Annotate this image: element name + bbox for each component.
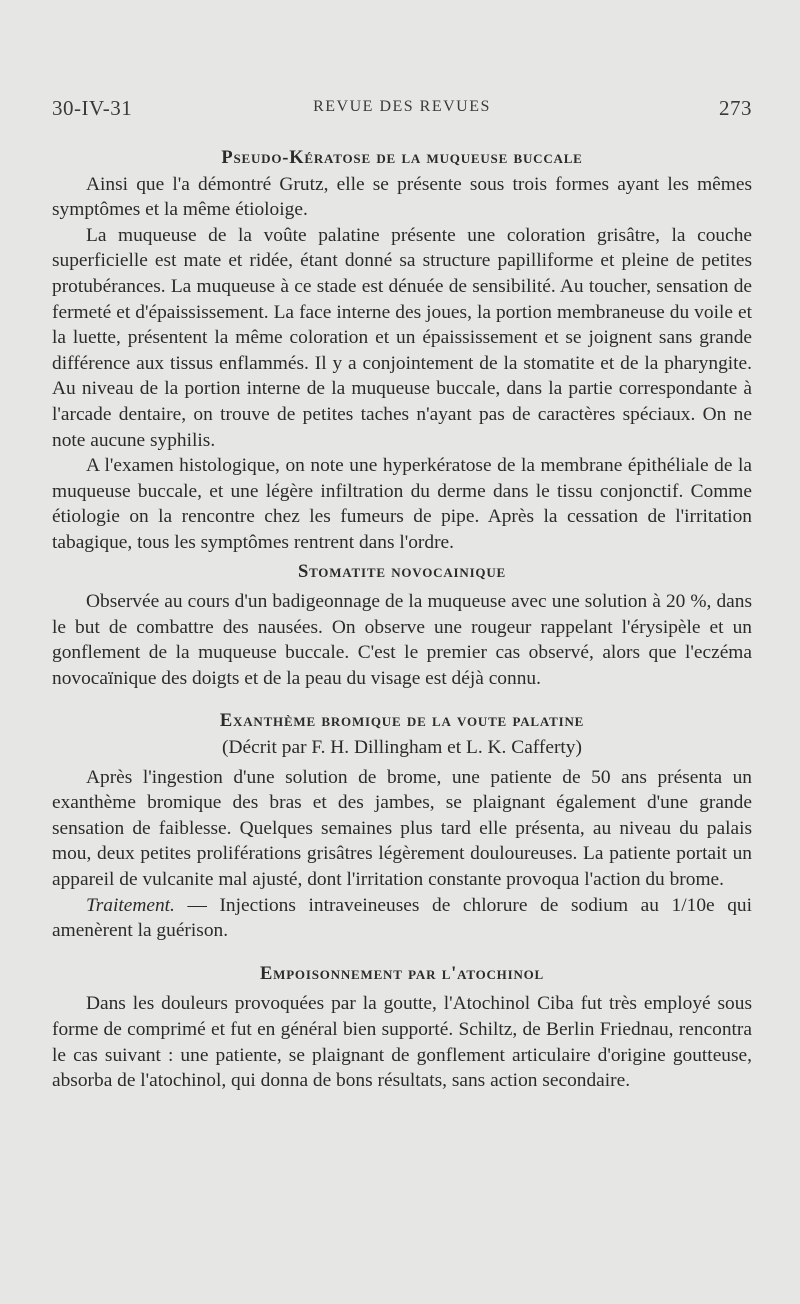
treatment-text: — Injections intraveineuses de chlorure de sodium au 1/10e qui amenèrent la guérison. <box>52 894 752 942</box>
section-title-atochinol: Empoisonnement par l'atochinol <box>259 963 545 984</box>
treatment-paragraph <box>52 893 752 944</box>
paragraph: Ainsi que l'a démontré Grutz, elle se présente sous trois formes ayant les mêmes symptômes et la même étioloige. <box>52 173 752 221</box>
section-title-pseudo-keratose: Pseudo-Kératose de la muqueuse buccale <box>221 148 583 168</box>
paragraph: La muqueuse de la voûte palatine présente une coloration grisâtre, la couche superficielle est mate et ridée, étant donné sa structure papilliforme et pleine de petites protubérances. La muqueuse à ce stade est dénuée de sensibilité. Au toucher, sensation de fermeté et d'épaississement. La face interne des joues, la portion membraneuse du voile et la luette, présentent la même coloration et un épaississement et se joignent sans grande différence aux tissus enflammés. Il y a conjointement de la stomatite et de la pharyngite. Au niveau de la portion interne de la muqueuse buccale, dans la partie correspondante à l'arcade dentaire, on trouve de petites taches n'ayant pas de caractères spéciaux. On ne note aucune syphilis. <box>52 224 752 451</box>
header-journal-title: REVUE DES REVUES <box>313 98 491 115</box>
paragraph: Observée au cours d'un badigeonnage de la muqueuse avec une solution à 20 %, dans le but de combattre des nausées. On observe une rougeur rappelant l'érysipèle et un gonflement de la muqueuse buccale. C'est le premier cas observé, alors que l'eczéma novocaïnique des doigts et de la peau du visage est déjà connu. <box>52 591 752 689</box>
page-body <box>52 146 752 1094</box>
paragraph: A l'examen histologique, on note une hyperkératose de la membrane épithéliale de la muqueuse buccale, et une légère infiltration du derme dans le tissu conjonctif. Comme étiologie on la rencontre chez les fumeurs de pipe. Après la cessation de l'irritation tabagique, tous les symptômes rentrent dans l'ordre. <box>52 455 752 553</box>
section-title-exantheme: Exanthème bromique de la voute palatine <box>219 711 585 732</box>
treatment-label: Traitement. <box>86 894 175 916</box>
header-date: 30-IV-31 <box>52 96 133 120</box>
paragraph: Dans les douleurs provoquées par la goutte, l'Atochinol Ciba fut très employé sous forme de comprimé et fut en général bien supporté. Schiltz, de Berlin Friednau, rencontra le cas suivant : une patiente, se plaignant de gonflement articulaire d'origine goutteuse, absorba de l'atochinol, qui donna de bons résultats, sans action secondaire. <box>52 993 752 1092</box>
running-header <box>52 96 752 128</box>
paragraph: Après l'ingestion d'une solution de brome, une patiente de 50 ans présenta un exanthème bromique des bras et des jambes, se plaignant également d'une grande sensation de faiblesse. Quelques semaines plus tard elle présenta, au niveau du palais mou, deux petites proliférations grisâtres légèrement douloureuses. La patiente portait un appareil de vulcanite mal ajusté, dont l'irritation constante provoqua l'action du brome. <box>52 766 752 891</box>
section-subtitle-authors: (Décrit par F. H. Dillingham et L. K. Cafferty) <box>222 737 582 759</box>
page-number: 273 <box>719 96 752 120</box>
section-title-stomatite: Stomatite novocainique <box>297 561 507 582</box>
